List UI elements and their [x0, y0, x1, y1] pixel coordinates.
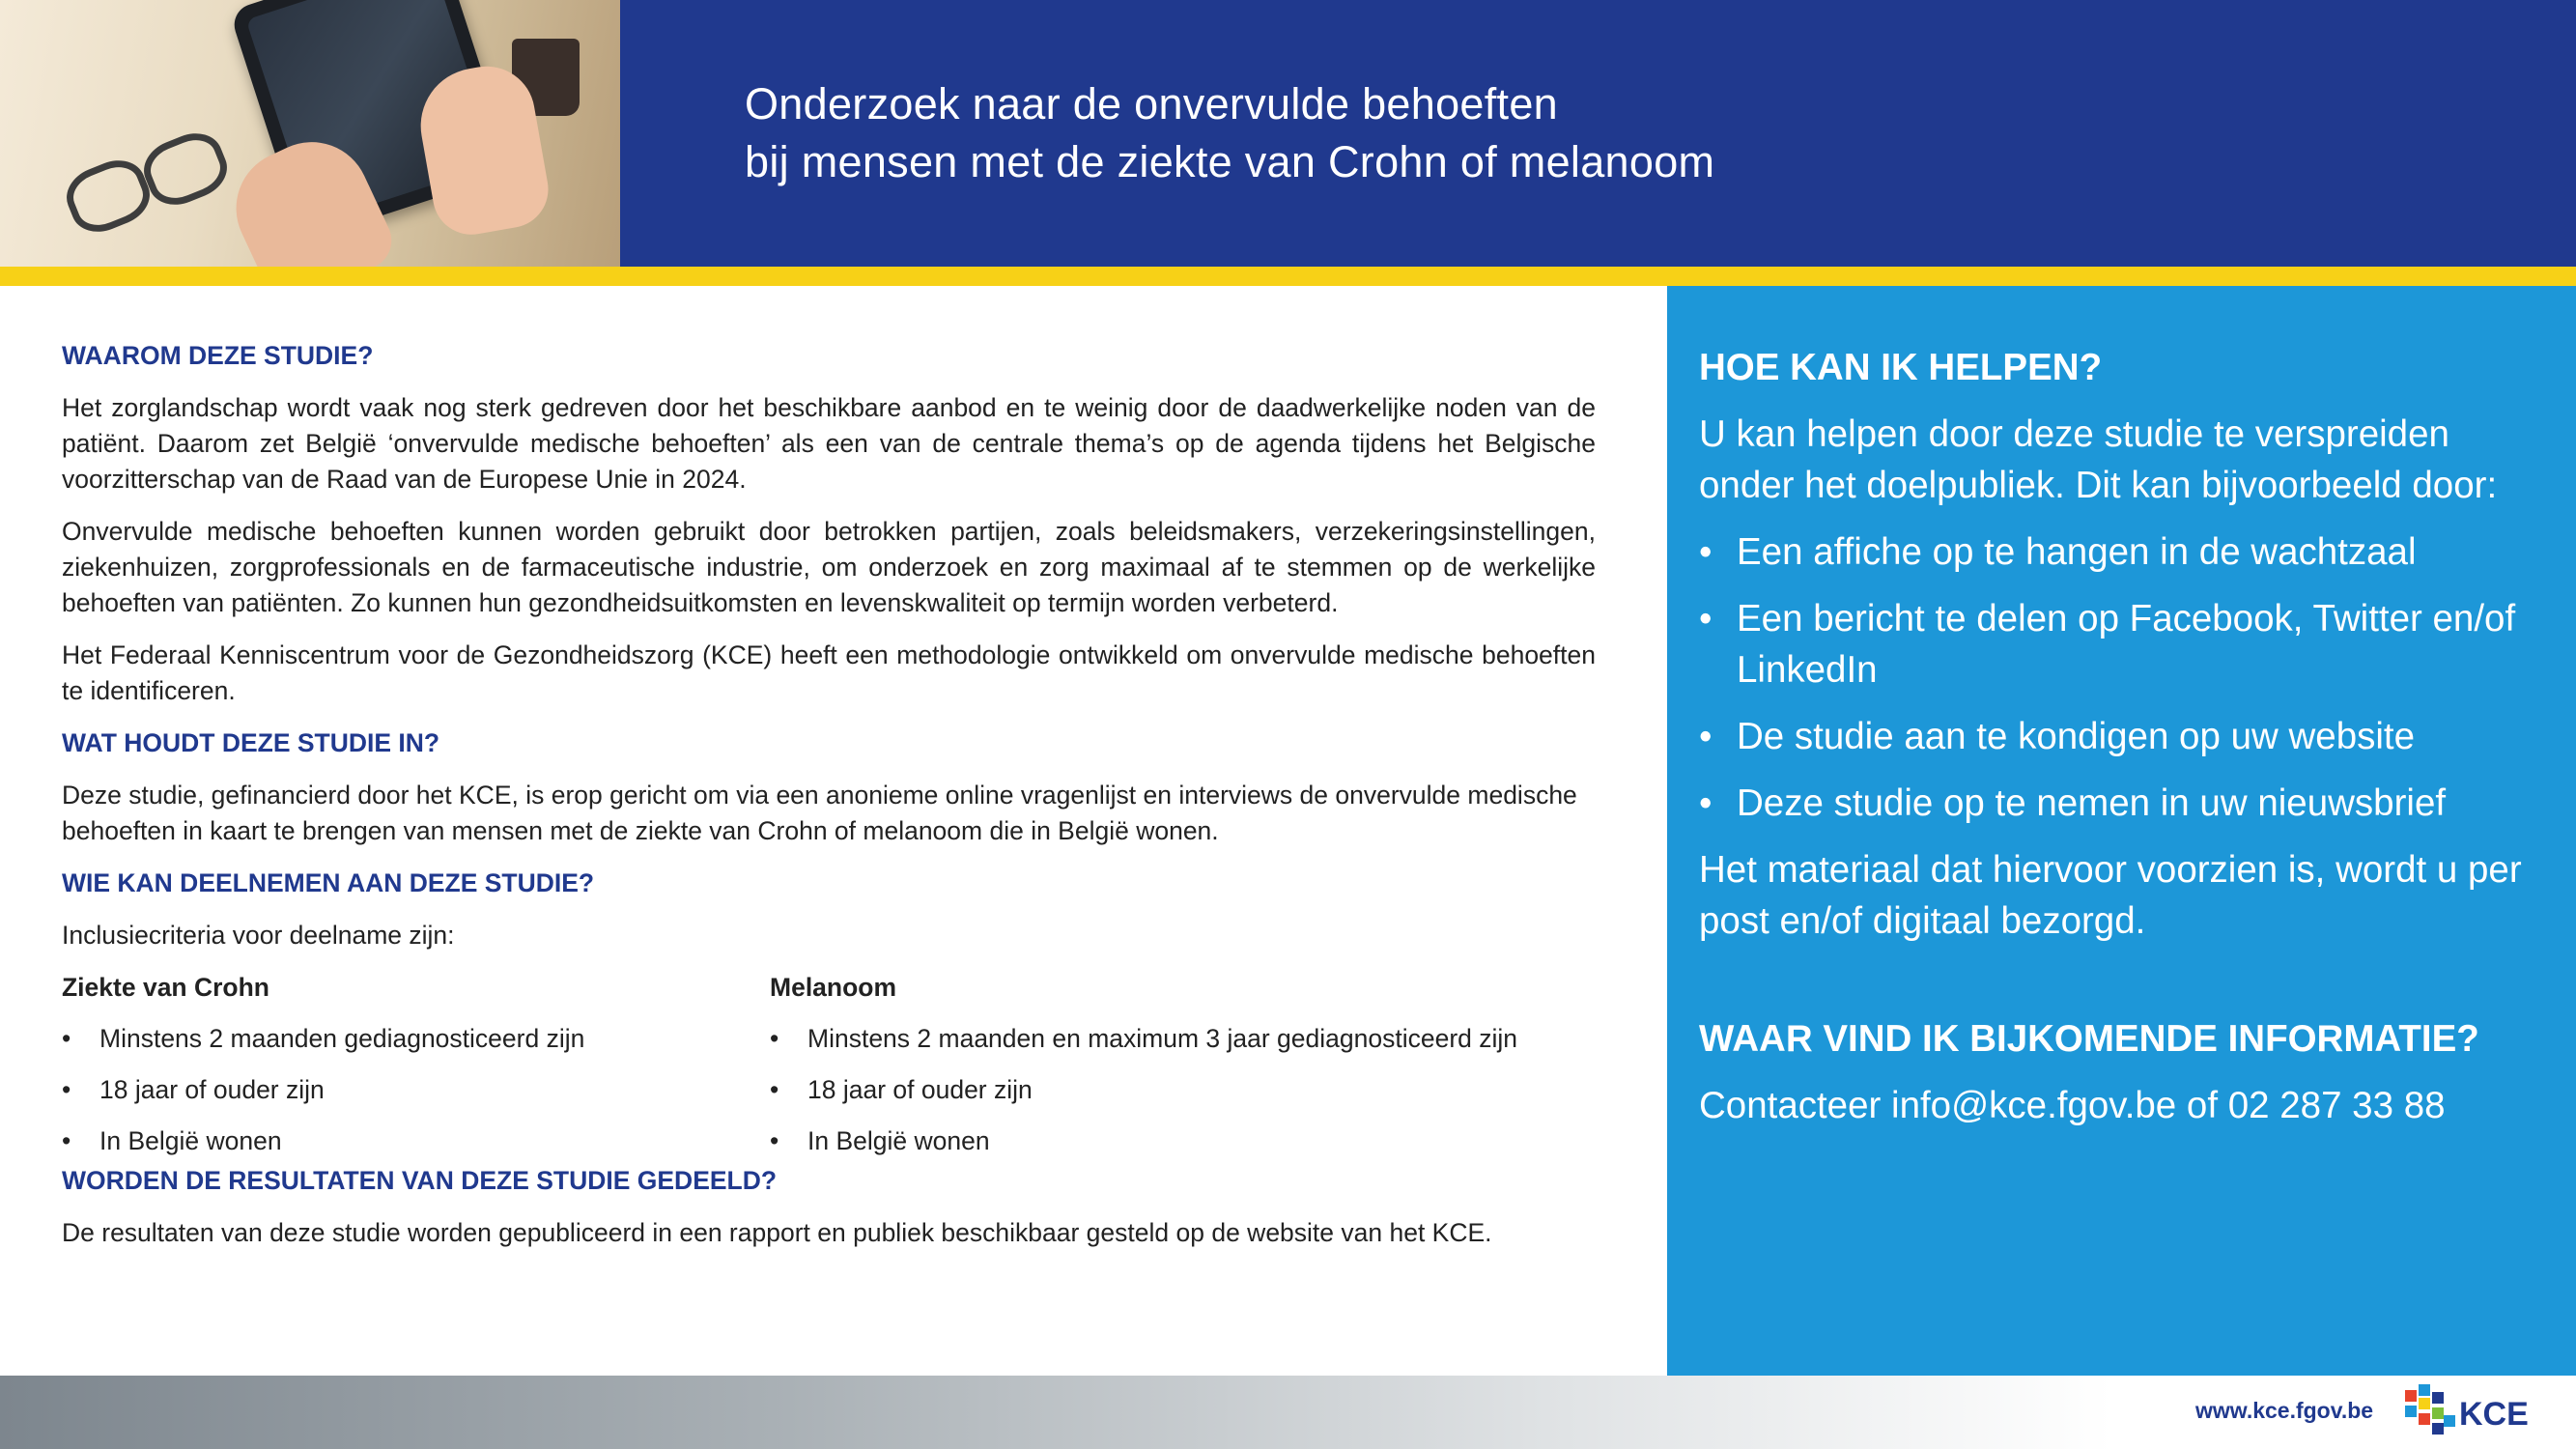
- list-item: • Minstens 2 maanden en maximum 3 jaar gediagnosticeerd zijn: [770, 1021, 1600, 1057]
- paragraph: Het zorglandschap wordt vaak nog sterk gedreven door het beschikbare aanbod en te weinig door de daadwerkelijke noden van de patiënt. Daarom zet België ‘onvervulde medische behoeften’ als een van de centrale thema’s op de agenda tijdens het Belgische voorzitterschap van de Raad van de Europese Unie in 2024.: [62, 393, 1596, 494]
- list-item: • Deze studie op te nemen in uw nieuwsbrief: [1699, 778, 2549, 829]
- help-outro: Het materiaal dat hiervoor voorzien is, wordt u per post en/of digitaal bezorgd.: [1699, 849, 2522, 942]
- glasses-shape: [68, 164, 241, 232]
- logo-text: KCE: [2459, 1396, 2529, 1433]
- title-line-2: bij mensen met de ziekte van Crohn of melanoom: [745, 137, 1715, 186]
- header-banner: [0, 0, 2576, 267]
- footer-band: [0, 1376, 2576, 1449]
- list-item: • 18 jaar of ouder zijn: [770, 1072, 1600, 1108]
- title-line-1: Onderzoek naar de onvervulde behoeften: [745, 79, 1558, 128]
- list-item: • In België wonen: [770, 1123, 1600, 1159]
- list-item: • Minstens 2 maanden gediagnosticeerd zijn: [62, 1021, 738, 1057]
- main-content: [62, 338, 1596, 1267]
- heading-results: WORDEN DE RESULTATEN VAN DEZE STUDIE GEDEELD?: [62, 1166, 778, 1195]
- criteria-crohn: [62, 970, 738, 1175]
- criteria-list: [770, 1021, 1600, 1159]
- accent-band: [0, 267, 2576, 286]
- criteria-title: Melanoom: [770, 973, 897, 1002]
- header-photo: [0, 0, 620, 267]
- criteria-columns: [62, 970, 1596, 1163]
- paragraph: Deze studie, gefinancierd door het KCE, is erop gericht om via een anonieme online vragenlijst en interviews de onvervulde medische behoeften in kaart te brengen van mensen met de ziekte van Crohn of melanoom die in België wonen.: [62, 781, 1577, 845]
- list-item: • 18 jaar of ouder zijn: [62, 1072, 738, 1108]
- criteria-melanoom: [770, 970, 1600, 1175]
- paragraph: De resultaten van deze studie worden gepubliceerd in een rapport en publiek beschikbaar gesteld op de website van het KCE.: [62, 1218, 1492, 1247]
- criteria-list: [62, 1021, 738, 1159]
- help-intro: U kan helpen door deze studie te verspreiden onder het doelpubliek. Dit kan bijvoorbeeld door:: [1699, 413, 2498, 506]
- paragraph: Onvervulde medische behoeften kunnen worden gebruikt door betrokken partijen, zoals beleidsmakers, verzekeringsinstellingen, ziekenhuizen, zorgprofessionals en de farmaceutische industrie, om onderzoek en zorg maximaal af te stemmen op de werkelijke behoeften van patiënten. Zo kunnen hun gezondheidsuitkomsten en levenskwaliteit op termijn worden verbeterd.: [62, 517, 1596, 617]
- heading-what: WAT HOUDT DEZE STUDIE IN?: [62, 728, 440, 757]
- heading-who: WIE KAN DEELNEMEN AAN DEZE STUDIE?: [62, 868, 595, 897]
- website-link[interactable]: www.kce.fgov.be: [2195, 1398, 2374, 1423]
- heading-help: HOE KAN IK HELPEN?: [1699, 347, 2103, 388]
- criteria-title: Ziekte van Crohn: [62, 973, 269, 1002]
- paragraph: Het Federaal Kenniscentrum voor de Gezondheidszorg (KCE) heeft een methodologie ontwikkeld om onvervulde medische behoeften te identificeren.: [62, 640, 1596, 705]
- list-item: • Een affiche op te hangen in de wachtzaal: [1699, 526, 2549, 578]
- contact-text[interactable]: Contacteer info@kce.fgov.be of 02 287 33 88: [1699, 1085, 2446, 1126]
- logo-mark-icon: [2401, 1384, 2457, 1438]
- kce-logo: [2401, 1384, 2527, 1438]
- page-title: [745, 75, 2483, 191]
- help-list: [1699, 526, 2549, 829]
- list-item: • Een bericht te delen op Facebook, Twitter en/of LinkedIn: [1699, 593, 2549, 696]
- heading-why: WAAROM DEZE STUDIE?: [62, 341, 374, 370]
- help-panel: [1667, 286, 2576, 1376]
- paragraph: Inclusiecriteria voor deelname zijn:: [62, 921, 455, 950]
- list-item: • In België wonen: [62, 1123, 738, 1159]
- list-item: • De studie aan te kondigen op uw website: [1699, 711, 2549, 762]
- heading-info: WAAR VIND IK BIJKOMENDE INFORMATIE?: [1699, 1018, 2479, 1060]
